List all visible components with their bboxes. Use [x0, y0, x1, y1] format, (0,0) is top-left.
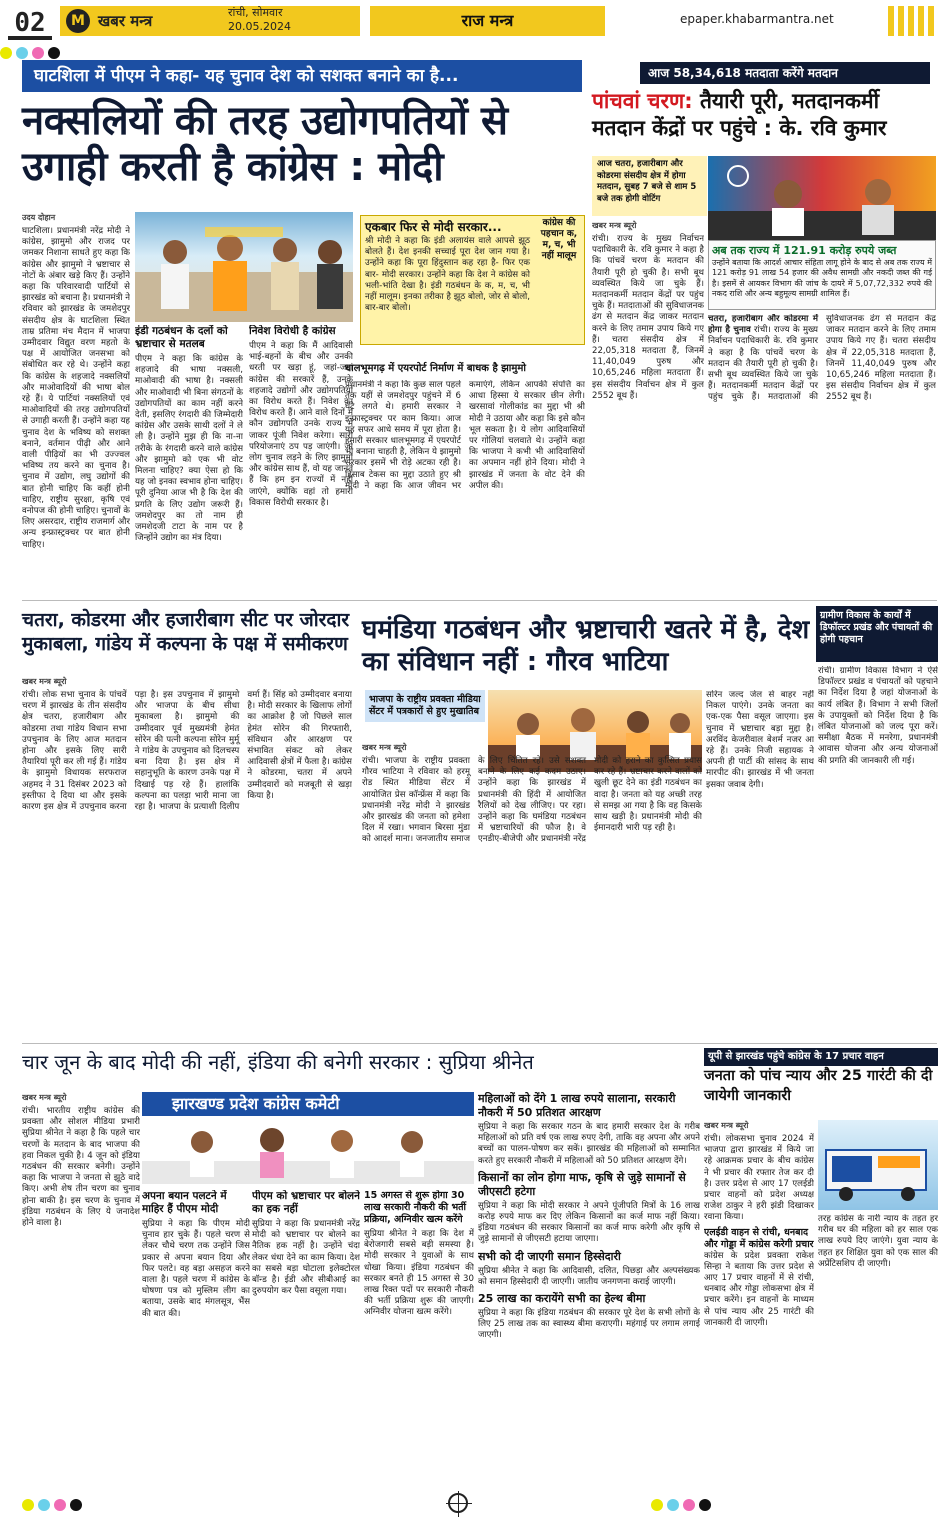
dhalbhum-body-block: [345, 380, 585, 595]
kisan-body: सुप्रिया ने कहा कि मोदी सरकार ने अपने पूंजीपति मित्रों के 16 लाख करोड़ रुपये माफ कर दिए लेकिन किसानों का कर्ज माफ नहीं किया। इंडिया गठबंधन की सरकार किसानों का कर्ज माफ करेगी और कृषि से जुड़े सामानों से जीएसटी हटाया जाएगा।: [478, 1200, 700, 1245]
supriya-sub1: अपना बयान पलटने में माहिर हैं पीएम मोदी: [142, 1190, 227, 1215]
ec-photo: [708, 156, 936, 240]
city-day: रांची, सोमवार: [228, 6, 283, 19]
supriya-right-block: [478, 1092, 700, 1492]
masthead: [0, 0, 945, 50]
dhalbhum-body-2: खरसावां गोलीकांड का मुद्दा भी श्री मोदी ने उठाया और कहा कि इसे कौन भूल सकता है। ये लोग आदिवासियों पर गोलियां चलवाते थे। उन्होंने कहा कि भाजपा ने कभी भी आदिवासियों का अपमान नहीं होने दिया। मोदी ने झारखंड में जनता के वोट देने की अपील की।: [469, 402, 585, 491]
ghamandia-body: रांची। भाजपा के राष्ट्रीय प्रवक्ता गौरव भाटिया ने रविवार को हरमू रोड स्थित मीडिया सेंटर में आयोजित प्रेस कॉन्फ्रेंस में कहा कि प्रधानमंत्री नरेंद्र मोदी ने झारखंड और झारखंड की जनता को हमेशा दिल में रखा। भगवान बिरसा मुंडा को आदर्श माना। जनजातीय समाज के लिए चिंतित रहे। उसे सशक्त बनाने के लिए कई कदम उठाए। उन्होंने कहा कि झारखंड में प्रधानमंत्री की हिंदी में आयोजित रैलियों को देख लीजिए। पर रहा। उन्होंने कहा कि घमंडिया गठबंधन में भ्रष्टाचारियों की फौज है। वे एनडीए-बीजेपी और प्रधानमंत्री नरेंद्र मोदी को हराने का कुत्सित प्रयास कर रहे हैं। भ्रष्टाचार करने वालों को खुली छूट देने का इंडी गठबंधन का वादा है। जनता को यह अच्छी तरह से समझ आ गया है कि वह किसके साथ खड़ी है। प्रधानमंत्री मोदी की ईमानदारी भारी पड़ रही है।: [362, 756, 702, 845]
supriya-sub3: 15 अगस्त से शुरू होगा 30 लाख सरकारी नौकरी की भर्ती प्रक्रिया, अग्निवीर खत्म करेंगे: [364, 1190, 466, 1225]
congress-side-note: कांग्रेस की पहचान क, म, च, भी नहीं मालूम: [540, 218, 578, 261]
rt-body-repeat: रांची। राज्य के मुख्य निर्वाचन पदाधिकारी के. रवि कुमार ने कहा है कि पांचवें चरण के मतदान की तैयारी पूरी हो चुकी है। सभी बूथ व्यवस्थित किये जा चुके हैं। मतदानकर्मी मतदान केंद्रों पर पहुंच चुके हैं। मतदाताओं की सुविधाजनक ढंग से मतदान केंद्र जाकर मतदान करने के लिए तमाम उपाय किये गए हैं। चतरा संसदीय क्षेत्र में 22,05,318 मतदाता हैं, जिनमें 11,40,049 पुरुष और 10,65,246 महिला मतदाता हैं। इस संसदीय निर्वाचन क्षेत्र में कुल 2552 बूथ हैं।: [708, 314, 936, 403]
rt-byline: खबर मन्त्र ब्यूरो: [592, 221, 637, 230]
page-number: 02: [8, 6, 52, 40]
congress-press-illustration: [142, 1116, 474, 1184]
yup-right-col: [818, 1214, 938, 1492]
dhalbhum-body-1: प्रधानमंत्री ने कहा कि कुछ साल पहले तक यहीं से जमशेदपुर पहुंचने में 6 घंटे लगते थे। हमारी सरकार ने इन्फ्रास्ट्रक्चर पर काम किया। आज यह सफर आधे समय में पूरा होता है। हमारी सरकार धालभूमगढ़ में एयरपोर्ट भी बनाना चाहती है, लेकिन ये झामुमो सरकार इसमें भी रोड़े अटका रही है। हिंसाब टेकस का मुद्दा उठाते हुए श्री मोदी ने कहा कि आज जीवन भर कमाएंगे, लेकिन आपकी संपत्ति का आधा हिस्सा ये सरकार छीन लेगी।: [345, 380, 585, 491]
supriya-sub1-block: [142, 1190, 250, 1492]
dhalbhum-head: धालभूमगढ़ में एयरपोर्ट निर्माण में बाधक है झामुमो: [345, 363, 526, 374]
rt-headline[interactable]: [592, 88, 937, 142]
yup-box: [704, 1048, 938, 1116]
rt-sub: चतरा, हजारीबाग और कोडरमा में होगा है चुनाव: [708, 314, 818, 336]
congress-banner: झारखण्ड प्रदेश कांग्रेस कमेटी: [142, 1092, 474, 1116]
rt-body: रांची। राज्य के मुख्य निर्वाचन पदाधिकारी के. रवि कुमार ने कहा है कि पांचवें चरण के मतदान की तैयारी पूरी हो चुकी है। सभी बूथ व्यवस्थित किये जा चुके हैं। मतदानकर्मी मतदान केंद्रों पर पहुंच चुके हैं। मतदाताओं की सुविधाजनक ढंग से मतदान केंद्र जाकर मतदान करने के लिए तमाम उपाय किये गए हैं। चतरा संसदीय क्षेत्र में 22,05,318 मतदाता हैं, जिनमें 11,40,049 पुरुष और 10,65,246 महिला मतदाता हैं। इस संसदीय निर्वाचन क्षेत्र में कुल 2552 बूथ हैं।: [592, 234, 704, 401]
van-photo: [818, 1120, 938, 1210]
lead-photo: [135, 212, 353, 322]
supriya-body: रांची। भारतीय राष्ट्रीय कांग्रेस की प्रवक्ता और सोशल मीडिया प्रभारी सुप्रिया श्रीनेत ने कहा है कि पहले चार चरणों के मतदान के बाद भाजपा की हवा निकल चुकी है। 4 जून को इंडिया गठबंधन की सरकार बनेगी। उन्होंने कहा कि भाजपा ने जनता से झूठे वादे किए। अभी शेष तीन चरण का चुनाव होना बाकी है। इस चरण के चुनाव में इंडिया गठबंधन के लिए ये जनादेश होने वाला है।: [22, 1106, 140, 1229]
gramin-body-block: [818, 666, 938, 1038]
subhead-indi: इंडी गठबंधन के दलों को भ्रष्टाचार से मतलब: [135, 325, 228, 350]
registration-marks-bottom: [0, 1496, 945, 1510]
lead-body-column: [22, 212, 130, 592]
samman-head: सभी को दी जाएगी समान हिस्सेदारी: [478, 1249, 621, 1263]
seizure-head: अब तक राज्य में 121.91 करोड़ रुपये जब्त: [712, 244, 897, 257]
rt-body-col: [592, 220, 704, 595]
ghamandia-headline[interactable]: घमंडिया गठबंधन और भ्रष्टाचारी खतरे में है, देश का संविधान नहीं : गौरव भाटिया: [362, 615, 810, 677]
supriya-sub3-block: [364, 1190, 474, 1492]
gramin-body: रांची। ग्रामीण विकास विभाग ने ऐसे डिफॉल्टर प्रखंड व पंचायतों को पहचाने का निर्देश दिया है जहां योजनाओं के कार्य लंबित हैं। विभाग ने सभी जिलों के उपायुक्तों को निर्देश दिया है कि लंबित योजनाओं को जल्द पूरा करें। समीक्षा बैठक में मनरेगा, प्रधानमंत्री आवास योजना और अन्य योजनाओं की प्रगति की जानकारी ली गई।: [818, 666, 938, 766]
press-conference-illustration: [708, 156, 936, 240]
lead-headline[interactable]: नक्सलियों की तरह उद्योगपतियों से उगाही करती है कांग्रेस : मोदी: [22, 98, 508, 190]
box-head: महिलाओं को देंगे 1 लाख रुपये सालाना, सरकारी नौकरी में 50 प्रतिशत आरक्षण: [478, 1092, 676, 1119]
rally-photo-illustration: [135, 212, 353, 322]
section-name: राज मन्त्र: [370, 6, 605, 36]
supriya-body-block: [22, 1092, 140, 1492]
rt-head-red: पांचवां चरण:: [592, 89, 693, 113]
yup-sub-body: कांग्रेस के प्रदेश प्रवक्ता राकेश सिन्हा ने बताया कि उत्तर प्रदेश से आए 17 प्रचार वाहनों में से रांची, धनबाद और गोड्डा लोकसभा क्षेत्र में प्रचार करेंगे। इन वाहनों के माध्यम से पांच न्याय और 25 गारंटी की जानकारी दी जाएगी।: [704, 1250, 814, 1328]
congress-photo: [142, 1092, 474, 1184]
supriya-sub1-body: सुप्रिया ने कहा कि पीएम मोदी चुनाव हार चुके हैं। पहले चरण से लेकर चौथे चरण तक उन्होंने जिस प्रकार से अपना बयान दिया और फिर पलटे। वह बड़ा असहज करने वाला है। पहले चरण में कांग्रेस के घोषणा पत्र को मुस्लिम लीग का बताया, उसके बाद मंगलसूत्र, भैंस की बात की।: [142, 1219, 250, 1319]
supriya-col-right: तरह कांग्रेस के नारी न्याय के तहत हर गरीब घर की महिला को हर साल एक लाख रुपये दिए जाएंगे। युवा न्याय के तहत हर शिक्षित युवा को एक साल की अप्रेंटिसशिप दी जाएगी।: [818, 1214, 938, 1269]
lead-kicker: घाटशिला में पीएम ने कहा- यह चुनाव देश को सशक्त बनाने का है...: [22, 60, 582, 92]
gramin-head: ग्रामीण विकास के कार्यों में डिफॉल्टर प्रखंड और पंचायतों की होगी पहचान: [816, 606, 938, 662]
issue-date: 20.05.2024: [228, 20, 291, 33]
supriya-headline[interactable]: चार जून के बाद मोदी की नहीं, इंडिया की बनेगी सरकार : सुप्रिया श्रीनेत: [22, 1050, 534, 1074]
ghamandia-col2: सोरेन जल्द जेल से बाहर नहीं निकल पाएंगे। उनके जनता का एक-एक पैसा वसूल जाएगा। इस चुनाव में भ्रष्टाचार बड़ा मुद्दा है। अरविंद केजरीवाल बेशर्म नजर आ रहे हैं। उनके निजी सहायक ने अपनी ही पार्टी की सांसद के साथ मारपीट की। झारखंड में भी जनता इसका जवाब देगी।: [706, 690, 814, 790]
dateline: [228, 6, 348, 34]
yup-headline[interactable]: जनता को पांच न्याय और 25 गारंटी की दी जायेगी जानकारी: [704, 1068, 933, 1104]
chatra-body-block: [22, 676, 352, 1038]
supriya-byline: खबर मन्त्र ब्यूरो: [22, 1093, 67, 1102]
decorative-stripe: [888, 6, 936, 36]
yup-sub: एलईडी वाहन से रांची, धनबाद और गोड्डा में कांग्रेस करेगी प्रचार: [704, 1226, 814, 1250]
campaign-van-illustration: [818, 1120, 938, 1210]
subcolumn-b-body: पीएम ने कहा कि मैं आदिवासी भाई-बहनों के बीच और उनकी धरती पर खड़ा हूं, जहां-जहां कांग्रेस की सरकारें हैं, उनके शहजादे उद्योगों और उद्योगपतियों का विरोध करते हैं। निवेश का विरोध करते हैं। आने वाले दिनों में कौन उद्योगपति उनके राज्य में जाकर पूंजी निवेश करेगा। सारी परियोजनाएं ठप पड़ जाएंगी। जो लोग चुनाव लड़ने के लिए झामुमो और कांग्रेस साथ हैं, वो यह जानते हैं कि हम इन राज्यों में नहीं जाएंगे, क्योंकि वहां तो हमारी विकास विरोधी सरकार है।: [249, 341, 353, 508]
supriya-sub2-body: सुप्रिया ने कहा कि प्रधानमंत्री नरेंद्र मोदी को भ्रष्टाचार पर बोलने का नैतिक हक नहीं है। उन्होंने चंदा लेकर धंधा देने का काम किया। देश का सबसे बड़ा घोटाला इलेक्टोरल बॉन्ड है। ईडी और सीबीआई का दुरुपयोग कर पैसा वसूला गया।: [252, 1219, 360, 1297]
yup-body-block: [704, 1120, 814, 1492]
samman-body: सुप्रिया श्रीनेत ने कहा कि आदिवासी, दलित, पिछड़ा और अल्पसंख्यक को समान हिस्सेदारी दी जाएगी। जातीय जनगणना कराई जाएगी।: [478, 1265, 700, 1287]
seizure-body: उन्होंने बताया कि आदर्श आचार संहिता लागू होने के बाद से अब तक राज्य में 121 करोड़ 91 लाख 54 हजार की अवैध सामग्री और नकदी जब्त की गई है। इसमें से आयकर विभाग की जांच के दायरे में 5,07,72,332 रुपये की नकद राशि और अन्य बहुमूल्य सामग्री शामिल हैं।: [712, 258, 933, 299]
ghamandia-byline: खबर मन्त्र ब्यूरो: [362, 743, 407, 752]
yup-body: रांची। लोकसभा चुनाव 2024 में भाजपा द्वारा झारखंड में किये जा रहे आक्रमक प्रचार के बीच कांग्रेस ने भी प्रचार की रफ्तार तेज कर दी है। उत्तर प्रदेश से आए 17 एलईडी प्रचार वाहनों को प्रदेश अध्यक्ष राजेश ठाकुर ने हरी झंडी दिखाकर रवाना किया।: [704, 1134, 814, 1223]
kisan-head: किसानों का लोन होगा माफ, कृषि से जुड़े सामानों से जीएसटी हटेगा: [478, 1170, 686, 1198]
rt-head-rest: तैयारी पूरी, मतदानकर्मी मतदान केंद्रों पर पहुंचे : के. रवि कुमार: [592, 89, 887, 140]
rt-kicker: आज 58,34,618 मतदाता करेंगे मतदान: [640, 62, 930, 84]
brand-name: खबर मन्त्र: [98, 12, 153, 30]
bima-head: 25 लाख का करायेंगे सभी का हेल्थ बीमा: [478, 1292, 646, 1306]
chatra-byline: खबर मन्त्र ब्यूरो: [22, 677, 67, 686]
box-body: सुप्रिया ने कहा कि सरकार गठन के बाद हमारी सरकार देश के गरीब महिलाओं को प्रति वर्ष एक लाख रुपए देगी, ताकि वह अपना और अपने बच्चों का पालन-पोषण कर सकें। झारखंड की महिलाओं को सम्मानित करते हुए सरकारी नौकरी में महिलाओं को 50 प्रतिशत आरक्षण देंगे।: [478, 1122, 700, 1166]
rt-body-col-2: [708, 314, 936, 596]
chatra-body: रांची। लोक सभा चुनाव के पांचवें चरण में झारखंड के तीन संसदीय क्षेत्र चतरा, हजारीबाग और कोडरमा तथा गांडेय विधान सभा उपचुनाव के लिए आज मतदान होना और इसके लिए सारी तैयारियां पूरी कर ली गई हैं। गांडेय के झामुमो विधायक सरफराज अहमद ने 31 दिसंबर 2023 को इस्तीफा दे दिया था और इसके कारण इस क्षेत्र में उपचुनाव करना पड़ा है। इस उपचुनाव में झामुमो और भाजपा के बीच सीधा मुकाबला है। झामुमो की उम्मीदवार पूर्व मुख्यमंत्री हेमंत सोरेन की पत्नी कल्पना सोरेन मुर्मू ने गांडेय के उपचुनाव को दिलचस्प बना दिया है। इस क्षेत्र में सहानुभूति के कारण उनके पक्ष में दिखाई पड़ रहे हैं। हालांकि कल्पना का पलड़ा भारी माना जा रहा है। भाजपा के प्रत्याशी दिलीप वर्मा हैं। सिंह को उम्मीदवार बनाया है। मोदी सरकार के खिलाफ लोगों का आक्रोश है जो पिछले साल हेमंत सोरेन की गिरफ्तारी, संविधान और आरक्षण पर संभावित संकट को लेकर आदिवासी क्षेत्रों में फैला है। कांग्रेस ने कोडरमा, चतरा में अपने उम्मीदवारों को मजबूती से खड़ा किया है।: [22, 690, 352, 813]
lead-subcolumn-a: [135, 325, 243, 595]
yup-kicker: यूपी से झारखंड पहुंचे कांग्रेस के 17 प्रचार वाहन: [704, 1048, 938, 1066]
seizure-box: [708, 240, 936, 310]
lead-subcolumn-b: [249, 325, 353, 595]
yup-byline: खबर मन्त्र ब्यूरो: [704, 1121, 749, 1130]
subcolumn-a-body: पीएम ने कहा कि कांग्रेस के शहजादे की भाषा नक्सली, माओवादी की भाषा है। नक्सली और माओवादी भी बिना संगठनों के उद्योगपतियों का काम नहीं करने देती, इसलिए रंगदारी की जिम्मेदारी कांग्रेस और उसके साथी दलों ने ले ली है। उन्होंने मुझ ही कि ना-ना तरीके के रंगदारी करने वाले कांग्रेस और झामुमो को एक भी वोट मिलना चाहिए? क्या ऐसा हो कि यह जो इनका स्वभाव होना चाहिए। पूरी दुनिया आज भी है कि देश की प्रगति के लिए उद्योग जरूरी हैं। जमशेदपुर का तो नाम ही जमशेदजी टाटा के नाम पर है जिन्होंने उद्योग का मंत्र दिया।: [135, 354, 243, 544]
modi-box-head: एकबार फिर से मोदी सरकार...: [365, 220, 502, 234]
supriya-sub3-body: सुप्रिया श्रीनेत ने कहा कि देश में बेरोजगारी सबसे बड़ी समस्या है। मोदी सरकार ने युवाओं के साथ धोखा किया। इंडिया गठबंधन की सरकार बनते ही 15 अगस्त से 30 लाख रिक्त पदों पर सरकारी नौकरी की भर्ती प्रक्रिया शुरू की जाएगी। अग्निवीर योजना खत्म करेंगे।: [364, 1229, 474, 1318]
bjp-caption: भाजपा के राष्ट्रीय प्रवक्ता मीडिया सेंटर में पत्रकारों से हुए मुखातिब: [365, 690, 485, 722]
registration-marks-top: [0, 44, 945, 56]
lead-body: घाटशिला। प्रधानमंत्री नरेंद्र मोदी ने कांग्रेस, झामुमो और राजद पर जमकर निशाना साधते हुए कहा कि कांग्रेस और झामुमो ने भ्रष्टाचार से नोटों के अंबार खड़े किए हैं। उन्होंने कहा कि परिवारवादी पार्टियों से झारखंड को बचाना है। प्रधानमंत्री ने रविवार को झारखंड के जमशेदपुर संसदीय क्षेत्र के घाटशिला स्थित ताम्र प्रतिमा मंच मैदान में भाजपा उम्मीदवार विद्युत वरण महतो के पक्ष में आयोजित जनसभा को संबोधित कर रहे थे। उन्होंने कहा कि कांग्रेस के शहजादे नक्सलियों और माओवादियों की भाषा बोल रहे हैं। ये पार्टियां नक्सलियों एवं माओवादियों की तरह उद्योगपतियों से उगाही करती हैं। उन्होंने कहा यह चुनाव देश के भविष्य को सशक्त बनाने, वर्तमान पीढ़ी और आने वाली पीढ़ियों का भी उज्ज्वल भविष्य तय करने का चुनाव है। चुनाव में उद्योग, लघु उद्योगों की बात होनी चाहिए कि कहीं होनी चाहिए, राष्ट्रीय सुरक्षा, कृषि एवं वनोपज की होनी चाहिए। चुनावों के लिए असरदार, राष्ट्रीय राजमार्ग और अन्य इन्फ्रास्ट्रक्चर पर बात होनी चाहिए।: [22, 226, 130, 550]
brand-logo-icon: M: [66, 9, 90, 33]
modi-box-body: श्री मोदी ने कहा कि इंडी अलायंस वाले आपसे झूठ बोलते हैं। देश इनकी सच्चाई पूरा देश जान गया है। उन्होंने कहा कि पूरा हिंदुस्तान कह रहा है- फिर एक बार- मोदी सरकार। उन्होंने कहा कि देश ने कांग्रेस को भली-भांति देखा है। इंडी गठबंधन के क, म, च, भी नहीं मालूम। इनका तरीका है झूठ बोलो, जोर से बोलो, बार-बार बोलो।: [365, 236, 530, 314]
supriya-sub2: पीएम को भ्रष्टाचार पर बोलने का हक नहीं: [252, 1190, 360, 1215]
supriya-sub2-block: [252, 1190, 360, 1492]
crosshair-icon: [448, 1493, 468, 1513]
rt-body-2: [708, 314, 936, 404]
rt-yellow-note: आज चतरा, हजारीबाग और कोडरमा संसदीय क्षेत्र में होगा मतदान, सुबह 7 बजे से शाम 5 बजे तक होगी वोटिंग: [592, 156, 707, 216]
site-url[interactable]: epaper.khabarmantra.net: [680, 12, 834, 26]
lead-byline: उदय दोहान: [22, 213, 56, 222]
chatra-headline[interactable]: चतरा, कोडरमा और हजारीबाग सीट पर जोरदार मुकाबला, गांडेय में कल्पना के पक्ष में समीकरण: [22, 609, 350, 655]
subhead-nivesh: निवेश विरोधी है कांग्रेस: [249, 325, 336, 337]
bima-body: सुप्रिया ने कहा कि इंडिया गठबंधन की सरकार पूरे देश के सभी लोगों के लिए 25 लाख तक का स्वास्थ्य बीमा कराएगी। महंगाई पर लगाम लगाई जाएगी।: [478, 1308, 700, 1341]
ghamandia-col-extra: [706, 690, 814, 1038]
dhalbhum-body: [345, 380, 585, 492]
ghamandia-body-block: [362, 742, 702, 1038]
